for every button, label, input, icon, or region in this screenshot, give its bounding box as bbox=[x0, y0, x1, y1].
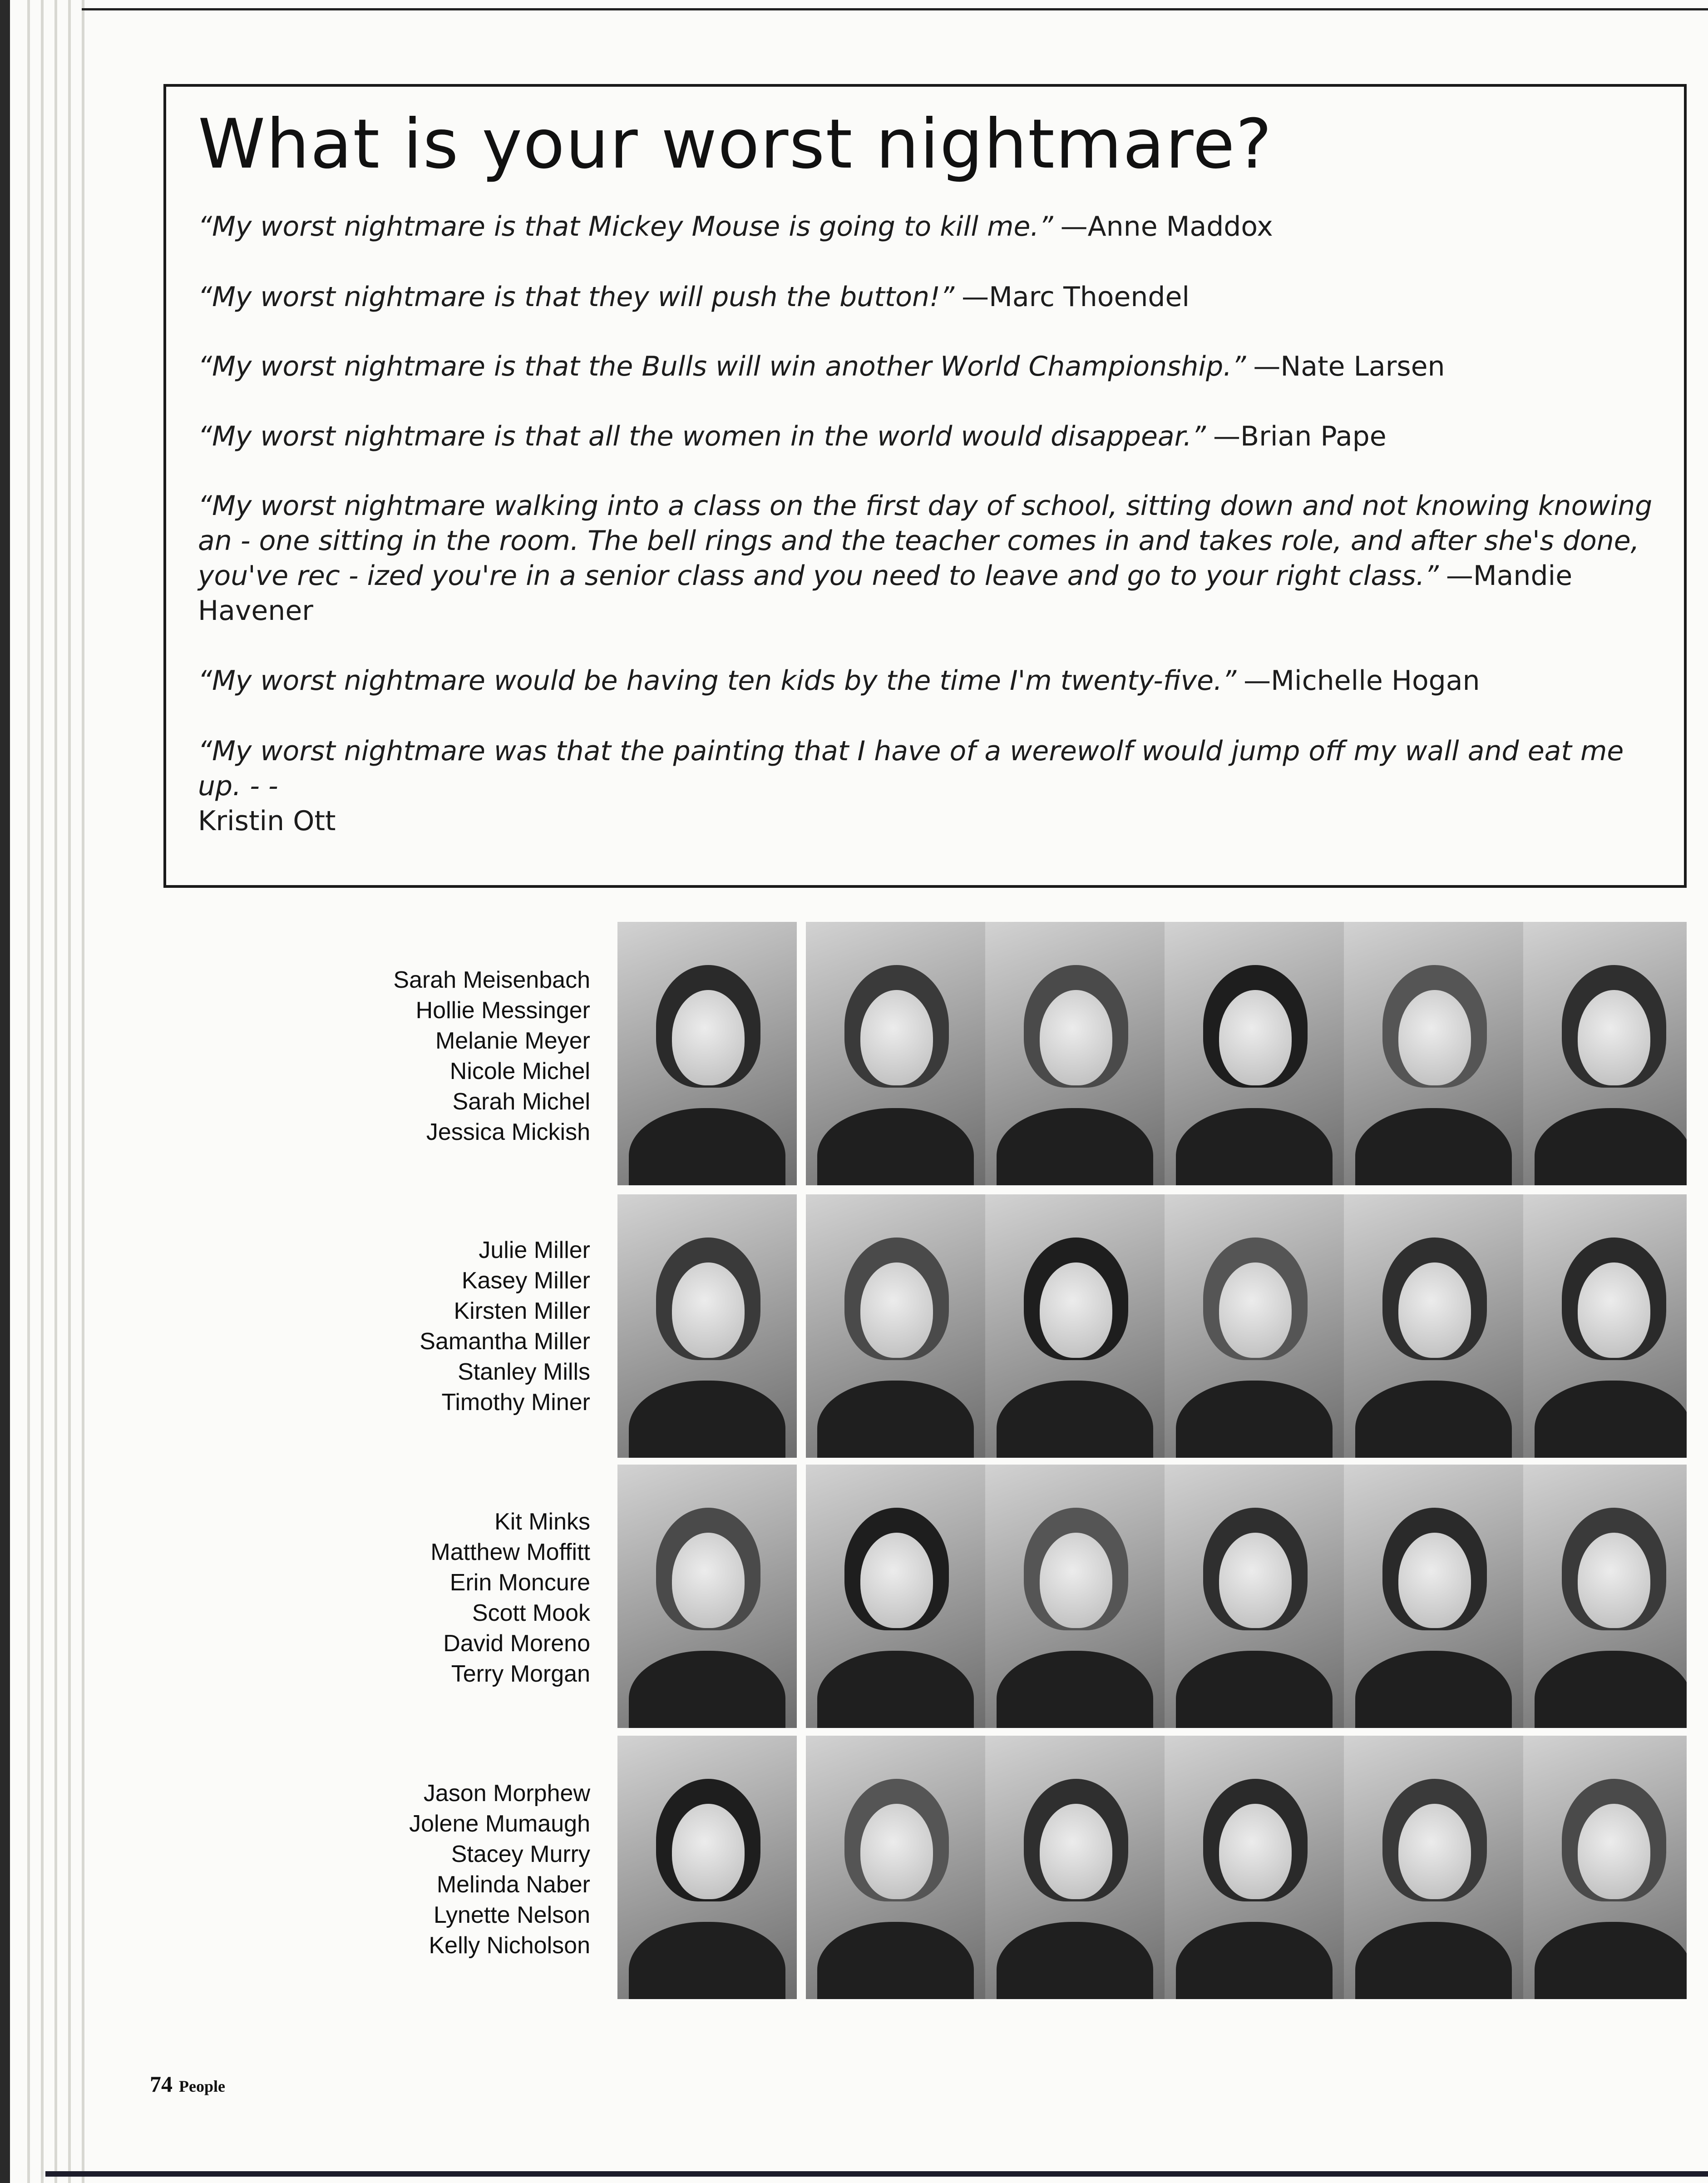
quote-item bbox=[198, 663, 1660, 698]
student-name: Timothy Miner bbox=[441, 1389, 590, 1416]
quote-author: Kristin Ott bbox=[198, 805, 336, 837]
student-name: Sarah Michel bbox=[452, 1089, 590, 1115]
student-portrait bbox=[985, 1736, 1165, 1999]
student-portrait bbox=[1165, 1194, 1344, 1458]
student-portrait bbox=[1165, 1465, 1344, 1728]
student-name: Sarah Meisenbach bbox=[393, 967, 590, 993]
student-name: Melinda Naber bbox=[436, 1871, 590, 1898]
quote-text: “My worst nightmare is that the Bulls will win another World Championship.” bbox=[198, 351, 1246, 382]
student-name: Samantha Miller bbox=[420, 1328, 590, 1355]
quote-author: —Mandie Havener bbox=[198, 560, 1573, 627]
student-portrait bbox=[1344, 1465, 1523, 1728]
student-portrait bbox=[617, 1465, 797, 1728]
quote-author: —Michelle Hogan bbox=[1244, 665, 1480, 697]
quote-text: “My worst nightmare is that they will push the button!” bbox=[198, 281, 955, 313]
student-portrait bbox=[1523, 1194, 1687, 1458]
quote-item bbox=[198, 209, 1660, 244]
quote-author: —Marc Thoendel bbox=[962, 281, 1190, 313]
student-portrait bbox=[1344, 1194, 1523, 1458]
student-portrait bbox=[1523, 1736, 1687, 1999]
student-name: Kasey Miller bbox=[461, 1267, 590, 1294]
student-name: Matthew Moffitt bbox=[430, 1539, 590, 1565]
name-list bbox=[318, 1507, 590, 1689]
student-portrait bbox=[806, 922, 985, 1185]
student-portrait bbox=[1344, 1736, 1523, 1999]
student-name: Stanley Mills bbox=[458, 1359, 590, 1385]
page-number: 74 bbox=[150, 2071, 173, 2097]
quote-item bbox=[198, 489, 1660, 629]
student-portrait bbox=[1523, 922, 1687, 1185]
quote-text: “My worst nightmare is that all the women in the world would disappear.” bbox=[198, 421, 1206, 452]
quote-item bbox=[198, 734, 1660, 839]
student-portrait bbox=[1165, 1736, 1344, 1999]
student-portrait bbox=[617, 922, 797, 1185]
student-name: Terry Morgan bbox=[451, 1661, 590, 1687]
book-spine bbox=[0, 0, 10, 2183]
quote-author: —Brian Pape bbox=[1213, 421, 1387, 452]
student-portrait bbox=[985, 1465, 1165, 1728]
name-list bbox=[318, 1235, 590, 1418]
section-label: People bbox=[179, 2077, 225, 2095]
student-name: Erin Moncure bbox=[449, 1569, 590, 1596]
quote-text: “My worst nightmare was that the painting that I have of a werewolf would jump off my wall and eat me up. - - bbox=[198, 735, 1624, 802]
quote-author: —Anne Maddox bbox=[1060, 211, 1273, 243]
student-portrait bbox=[985, 922, 1165, 1185]
page-title: What is your worst nightmare? bbox=[198, 105, 1273, 184]
student-name: Lynette Nelson bbox=[434, 1902, 590, 1928]
student-name: Nicole Michel bbox=[449, 1058, 590, 1084]
quote-text: “My worst nightmare would be having ten kids by the time I'm twenty-five.” bbox=[198, 665, 1237, 697]
student-portrait bbox=[985, 1194, 1165, 1458]
student-portrait bbox=[617, 1194, 797, 1458]
student-name: David Moreno bbox=[443, 1630, 590, 1657]
quote-item bbox=[198, 349, 1660, 384]
student-portrait bbox=[806, 1736, 985, 1999]
student-name: Kit Minks bbox=[494, 1509, 590, 1535]
student-name: Stacey Murry bbox=[451, 1841, 590, 1867]
quote-text: “My worst nightmare walking into a class on the first day of school, sitting down and not knowing knowing an - one sitting in the room. The bell rings and the teacher comes in and takes role, and after she's done, you've rec - ized you're in a senior class and you need to leave and go to your right class.” bbox=[198, 490, 1653, 592]
student-name: Julie Miller bbox=[479, 1237, 590, 1263]
page-footer bbox=[150, 2071, 225, 2097]
student-portrait bbox=[617, 1736, 797, 1999]
page-edge bbox=[82, 0, 84, 2183]
quote-text: “My worst nightmare is that Mickey Mouse is going to kill me.” bbox=[198, 211, 1053, 243]
student-portrait bbox=[806, 1194, 985, 1458]
student-name: Kelly Nicholson bbox=[429, 1932, 590, 1959]
student-name: Hollie Messinger bbox=[415, 997, 590, 1024]
name-list bbox=[318, 965, 590, 1148]
student-name: Scott Mook bbox=[472, 1600, 590, 1626]
name-list bbox=[318, 1778, 590, 1961]
student-name: Jessica Mickish bbox=[426, 1119, 590, 1145]
student-name: Melanie Meyer bbox=[435, 1028, 590, 1054]
quote-author: —Nate Larsen bbox=[1253, 351, 1445, 382]
page-edge bbox=[68, 0, 71, 2183]
student-portrait bbox=[1344, 922, 1523, 1185]
bottom-rule bbox=[45, 2171, 1708, 2177]
student-portrait bbox=[1523, 1465, 1687, 1728]
quote-box bbox=[163, 84, 1687, 888]
student-name: Jason Morphew bbox=[423, 1780, 590, 1807]
student-name: Kirsten Miller bbox=[454, 1298, 590, 1324]
student-name: Jolene Mumaugh bbox=[409, 1811, 590, 1837]
student-portrait bbox=[806, 1465, 985, 1728]
page-edge bbox=[27, 0, 30, 2183]
quote-item bbox=[198, 280, 1660, 315]
page-edge bbox=[54, 0, 57, 2183]
page-edge bbox=[41, 0, 44, 2183]
top-rule bbox=[82, 8, 1708, 10]
student-portrait bbox=[1165, 922, 1344, 1185]
quote-item bbox=[198, 419, 1660, 454]
